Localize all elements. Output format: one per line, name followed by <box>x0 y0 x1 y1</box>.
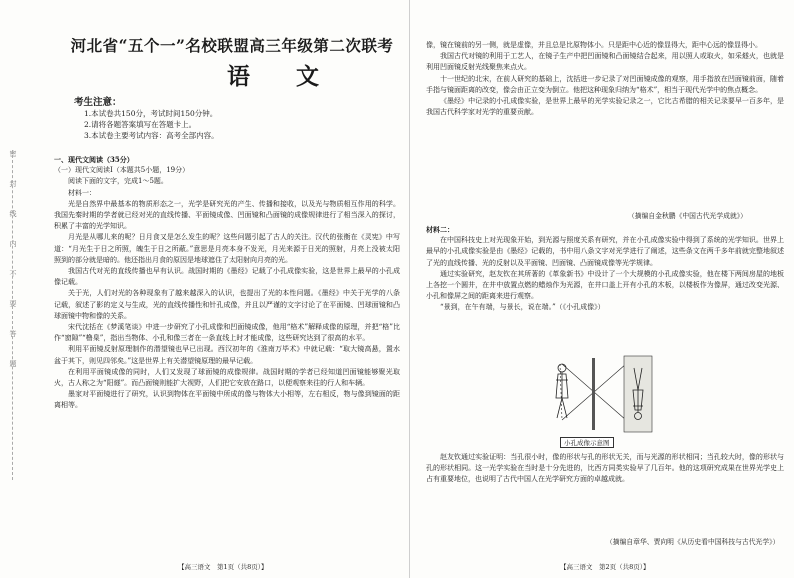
paragraph: 我国古代对光的直线传播也早有认识。战国时期的《墨经》记载了小孔成像实验，这是世界上最早的小孔成像记载。 <box>54 267 400 287</box>
paragraph: 像，镜在镜前的另一侧，就是虚像，并且总是比原物体小。只是距中心近的像显得大，距中心远的像显得小。 <box>426 41 762 49</box>
paragraph: 月光是从哪儿来的呢？日月食又是怎么发生的呢？这些问题引起了古人的关注。汉代的张衡在《灵宪》中写道：“月光生于日之所照，魄生于日之所蔽。”意思是月亮本身不发光，月光来源于日光的照射，月亮上没被太阳照到的部分就是暗的。他还指出月食的原因是地球遮住了太阳射向月亮的光。 <box>54 233 400 264</box>
closing-text <box>426 452 784 486</box>
source-citation: （摘编自章华、贾向明《从历史看中国科技与古代光学》） <box>606 538 780 546</box>
cut-line <box>12 150 13 480</box>
continued-text <box>426 40 784 118</box>
page-footer: 【高三语文 第2页（共8页）】 <box>560 563 650 571</box>
material-two <box>426 224 784 314</box>
margin-label: 线 <box>9 210 17 218</box>
margin-label: 密 <box>9 150 17 158</box>
exam-title: 河北省“五个一”名校联盟高三年级第二次联考 <box>70 36 394 55</box>
margin-label: 要 <box>9 300 17 308</box>
paragraph: 光是自然界中最基本的物质形态之一，光学是研究光的产生、传播和接收，以及光与物质相互作用的科学。我国先秦时期的学者就已经对光的直线传播、平面镜成像、凹面镜和凸面镜的成像规律进行了相当深入的探讨，积累了丰富的光学知识。 <box>54 199 400 231</box>
material-label: 材料一： <box>68 188 96 197</box>
instruction: 阅读下面的文字，完成1～5题。 <box>68 177 168 186</box>
paragraph: 我国古代对镜的利用于工艺人，在镜子生产中把凹面镜和凸面镜结合起来，用以照人或取火，如采燧火，也就是利用凹面镜反射光线聚焦来点火。 <box>426 52 784 72</box>
margin-label: 题 <box>9 360 17 368</box>
source-citation: （摘编自金秋鹏《中国古代光学成就》） <box>628 212 747 220</box>
notice-item: 1.本试卷共150分，考试时间150分钟。 <box>84 109 218 118</box>
paragraph: 关于光，人们对光的各种现象有了越来越深入的认识，也提出了光的本性问题。《墨经》中关于光学的八条记载，叙述了影的定义与生成，光的直线传播性和针孔成像，并且以严谨的文字讨论了在平面镜、凹球面镜和凸球面镜中物和像的关系。 <box>54 289 400 320</box>
section-heading: 一、现代文阅读（35分） <box>54 155 134 164</box>
notice-list <box>84 108 384 141</box>
right-page <box>410 0 794 578</box>
paragraph: 宋代沈括在《梦溪笔谈》中进一步研究了小孔成像和凹面镜成像，他用“格术”解释成像的原理，并把“格”比作“窗隙”“橹臬”，指出当物体、小孔和像三者在一条直线上时才能成像，这些研究达到了很高的水平。 <box>54 323 400 343</box>
margin-label: 封 <box>9 180 17 188</box>
binding-margin <box>6 150 20 480</box>
margin-label: 答 <box>9 330 17 338</box>
paragraph: 通过实验研究，赵友钦在其所著的《革象新书》中设计了一个大规模的小孔成像实验，他在楼下两间房屋的地板上各挖一个圆井，在井中放置点燃的蜡烛作为光源，在井口盖上开有小孔的木板，以楼板作为像屏，通过改变光源、小孔和像屏之间的距离来进行观察。 <box>426 269 784 301</box>
pinhole-board <box>592 358 595 430</box>
notice-item: 2.请将各题答案填写在答题卡上。 <box>84 120 197 129</box>
reading-section <box>54 154 400 412</box>
page-footer: 【高三语文 第1页（共8页）】 <box>178 563 268 571</box>
pinhole-illustration <box>546 354 654 434</box>
material-label: 材料二： <box>426 225 454 234</box>
subject-title: 语文 <box>227 63 365 90</box>
figure-caption: 小孔成像示意图 <box>560 437 614 448</box>
paragraph: 在中国科技史上对光现象开始，到光源与照度关系有研究，并在小孔成像实验中得到了系统的光学知识。世界上最早的小孔成像实验是由《墨经》记载的，书中用八条文字对光学进行了阐述，这些条文在两千多年前就完整地叙述了光的直线传播、光的反射以及平面镜、凹面镜、凸面镜成像等光学规律。 <box>426 236 784 267</box>
margin-label: 内 <box>9 240 17 248</box>
paragraph: 利用平面镜反射原理制作的潜望镜也早已出现。西汉初年的《淮南万毕术》中就记载：“取大镜高悬，置水盆于其下，则见四邻矣。”这是世界上有关潜望镜原理的最早记载。 <box>54 345 400 365</box>
paragraph: 赵友钦通过实验证明：当孔很小时，像的形状与孔的形状无关，而与光源的形状相同；当孔较大时，像的形状与孔的形状相同。这一光学实验在当时是十分先进的，比西方同类实验早了几百年。他的这项研究成果在世界光学史上占有重要地位，也说明了古代中国人在光学研究方面的卓越成就。 <box>426 453 784 484</box>
paragraph: 在利用平面镜成像的同时，人们又发现了球面镜的成像规律。战国时期的学者已经知道凹面镜能够聚光取火，古人称之为“阳燧”。而凸面镜则能扩大视野，人们把它安放在路口，以便观察来往的行人和车辆。 <box>54 367 400 388</box>
notice-heading: 考生注意： <box>74 97 122 108</box>
quote: “景到，在午有端，与景长，说在端。”（《小孔成像》） <box>440 303 605 312</box>
margin-label: 不 <box>9 270 17 278</box>
notice-item: 3.本试卷主要考试内容：高考全部内容。 <box>84 131 219 140</box>
paragraph: 墨家对平面镜进行了研究，认识到物体在平面镜中所成的像与物体大小相等，左右相反，物与像到镜面的距离相等。 <box>54 390 400 410</box>
subsection-heading: （一）现代文阅读Ⅰ（本题共5小题，19分） <box>54 166 190 175</box>
paragraph: 《墨经》中记录的小孔成像实验，是世界上最早的光学实验记录之一，它比古希腊的相关记录要早一百多年，是我国古代科学家对光学的重要贡献。 <box>426 97 784 117</box>
paragraph: 十一世纪的北宋，在前人研究的基础上，沈括进一步记录了对凹面镜成像的观察，用手指放在凹面镜前面，随着手指与镜面距离的改变，像会由正立变为倒立。他把这种现象归纳为“格术”，相当于现代光学中的焦点概念。 <box>426 74 784 94</box>
